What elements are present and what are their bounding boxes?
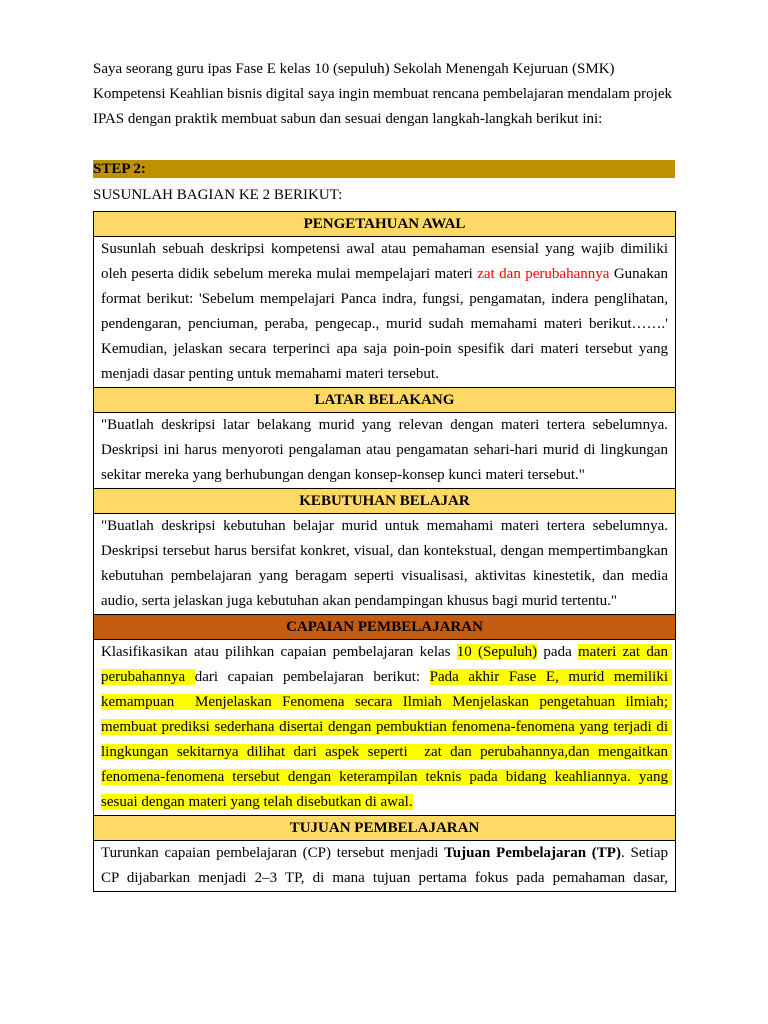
table-row — [94, 841, 676, 892]
section-body-capaian-pembelajaran — [94, 640, 676, 816]
section-body-kebutuhan-belajar — [94, 514, 676, 615]
step-label: STEP 2: — [93, 160, 675, 178]
section-header-pengetahuan-awal: PENGETAHUAN AWAL — [94, 212, 676, 237]
text-run: pada — [537, 644, 579, 660]
section-header-tujuan-pembelajaran: TUJUAN PEMBELAJARAN — [94, 816, 676, 841]
text-run: Klasifikasikan atau pilihkan capaian pembelajaran kelas — [101, 644, 457, 660]
section-body-tujuan-pembelajaran — [94, 841, 676, 892]
table-row — [94, 489, 676, 514]
section-instruction: SUSUNLAH BAGIAN KE 2 BERIKUT: — [93, 187, 343, 203]
section-body-latar-belakang — [94, 413, 676, 489]
table-row — [94, 413, 676, 489]
bold-text: Tujuan Pembelajaran (TP) — [444, 845, 621, 861]
text-run: Gunakan format berikut: 'Sebelum mempelajari Panca indra, fungsi, pengamatan, indera penglihatan, pendengaran, penciuman, peraba, pengecap., murid sudah memahami materi berikut…….' Kemudian, jelaskan secara terperinci apa saja poin-poin spesifik dari materi tersebut yang menjadi dasar penting untuk memahami materi tersebut. — [101, 266, 672, 382]
table-row — [94, 816, 676, 841]
section-body-pengetahuan-awal — [94, 237, 676, 388]
text-run: Susunlah sebuah deskripsi kompetensi awal atau pemahaman esensial yang wajib dimiliki oleh peserta didik sebelum mereka mulai mempelajari materi — [101, 241, 672, 282]
table-row — [94, 514, 676, 615]
text-run: "Buatlah deskripsi kebutuhan belajar murid untuk memahami materi tertera sebelumnya. Deskripsi tersebut harus bersifat konkret, visual, dan kontekstual, dengan mempertimbangkan kebutuhan pembelajaran yang beragam seperti visualisasi, aktivitas kinestetik, dan media audio, serta jelaskan juga kebutuhan akan pendampingan khusus bagi murid tertentu." — [101, 518, 672, 609]
highlighted-text: Pada akhir Fase E, murid memiliki kemampuan Menjelaskan Fenomena secara Ilmiah Menjelaskan pengetahuan ilmiah; membuat prediksi sederhana disertai dengan pembuktian fenomena-fenomena yang terjadi di lingkungan sekitarnya dilihat dari aspek seperti zat dan perubahannya,dan mengaitkan fenomena-fenomena tersebut dengan keterampilan teknis pada bidang keahliannya. yang sesuai dengan materi yang telah disebutkan di awal. — [101, 669, 672, 810]
section-header-latar-belakang: LATAR BELAKANG — [94, 388, 676, 413]
highlighted-text: materi zat dan perubahannya — [101, 644, 672, 685]
table-row — [94, 388, 676, 413]
intro-paragraph: Saya seorang guru ipas Fase E kelas 10 (sepuluh) Sekolah Menengah Kejuruan (SMK) Kompetensi Keahlian bisnis digital saya ingin membuat rencana pembelajaran mendalam projek IPAS dengan praktik membuat sabun dan sesuai dengan langkah-langkah berikut ini: — [93, 61, 672, 127]
table-row — [94, 615, 676, 640]
table-row — [94, 212, 676, 237]
table-row — [94, 237, 676, 388]
text-run: Turunkan capaian pembelajaran (CP) tersebut menjadi — [101, 845, 445, 861]
section-header-capaian-pembelajaran: CAPAIAN PEMBELAJARAN — [94, 615, 676, 640]
prompt-table — [93, 211, 676, 892]
text-run: dari capaian pembelajaran berikut: — [194, 669, 430, 685]
table-row — [94, 640, 676, 816]
highlighted-text: 10 (Sepuluh) — [456, 644, 538, 660]
text-run: . Setiap CP dijabarkan menjadi 2–3 TP, di mana tujuan pertama fokus pada pemahaman dasar, — [101, 845, 672, 886]
section-header-kebutuhan-belajar: KEBUTUHAN BELAJAR — [94, 489, 676, 514]
text-run: "Buatlah deskripsi latar belakang murid yang relevan dengan materi tertera sebelumnya. Deskripsi ini harus menyoroti pengalaman atau pengamatan sehari-hari murid di lingkungan sekitar mereka yang berhubungan dengan konsep-konsep kunci materi tersebut." — [101, 417, 672, 483]
red-text: zat dan perubahannya — [477, 266, 610, 282]
